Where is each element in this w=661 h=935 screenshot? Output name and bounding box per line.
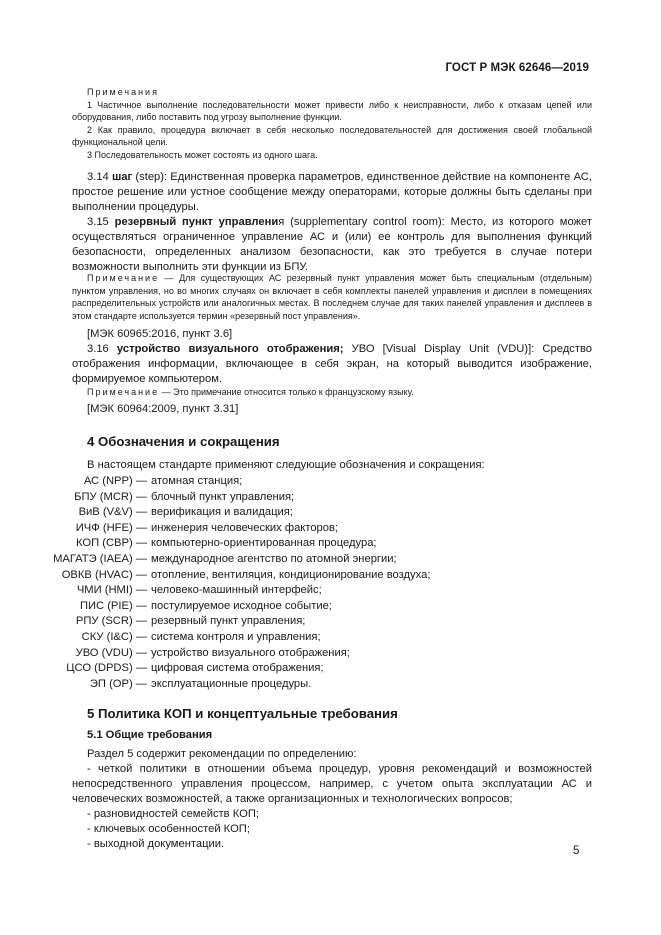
dash: — — [135, 615, 147, 628]
section-5-intro: Раздел 5 содержит рекомендации по определению: — [87, 748, 357, 760]
notes-block — [72, 86, 592, 161]
abbreviation-row — [0, 599, 660, 614]
abbreviation-desc: атомная станция; — [151, 475, 243, 487]
abbreviation-row — [0, 583, 660, 598]
abbreviation-desc: резервный пункт управления; — [151, 615, 306, 628]
definition-3-16 — [72, 342, 592, 387]
abbreviation-desc: компьютерно-ориентированная процедура; — [151, 537, 377, 550]
dash: — — [135, 475, 147, 487]
definition-text: (supplementary control room): Место, из которого может осуществляться ограниченное управление АС и (или) ее контроль для выполнения функций безопасности, определенных анализом безопасности, как это требуется в случае потери возможности выполнить эти функции из БПУ. — [72, 216, 592, 273]
dash: — — [135, 599, 147, 612]
abbreviation-row — [0, 661, 660, 676]
abbreviation-row — [0, 552, 660, 567]
definition-text: УВО [Visual Display Unit (VDU)]: Средство отображения информации, включающее в себя экран, на который выводится изображение, формируемое компьютером. — [72, 343, 592, 385]
definition-3-15 — [72, 215, 592, 275]
abbreviation-row — [0, 630, 660, 645]
abbreviation-desc: международное агентство по атомной энергии; — [151, 553, 397, 565]
abbreviation-list — [0, 474, 661, 694]
section-5-title: 5 Политика КОП и концептуальные требования — [87, 706, 398, 721]
list-item: - четкой политики в отношении объема процедур, уровня рекомендаций и возможностей непосредственного управления процессом, например, с учетом опыта эксплуатации АС и человеческих возможностей, а также организационных и технологических вопросов; — [72, 763, 592, 805]
abbreviation-term: ЭП (OP) — [89, 677, 133, 690]
definition-term-tail: я — [278, 216, 285, 228]
definition-term: резервный пункт управлени — [114, 216, 279, 228]
definition-number: 3.15 — [87, 216, 109, 228]
section-5-1-title: 5.1 Общие требования — [87, 729, 213, 741]
dash: — — [135, 537, 147, 550]
abbreviation-desc: система контроля и управления; — [151, 631, 321, 643]
abbreviation-row — [0, 568, 660, 583]
abbreviation-term: РПУ (SCR) — [75, 615, 133, 628]
abbreviation-desc: цифровая система отображения; — [151, 662, 324, 675]
list-item: - ключевых особенностей КОП; — [87, 823, 250, 835]
abbreviation-term: ПИС (PIE) — [79, 599, 133, 612]
abbreviation-row — [0, 474, 660, 489]
note-item: 1 Частичное выполнение последовательности может привести либо к неисправности, либо к отказам цепей или оборудования, либо поставить под угрозу выполнение функции. — [72, 99, 592, 122]
abbreviation-desc: человеко-машинный интерфейс; — [151, 584, 322, 597]
abbreviation-row — [0, 646, 660, 661]
abbreviation-row — [0, 536, 660, 551]
abbreviation-row — [0, 677, 660, 692]
abbreviation-term: ОВКВ (HVAC) — [61, 568, 133, 581]
abbreviation-term: ЦСО (DPDS) — [66, 662, 133, 675]
abbreviation-term: ВиВ (V&V) — [78, 506, 133, 519]
dash: — — [135, 584, 147, 597]
reference-3-16: [МЭК 60964:2009, пункт 3.31] — [87, 403, 239, 415]
abbreviation-desc: постулируемое исходное событие; — [151, 599, 332, 612]
dash: — — [135, 490, 147, 503]
note-text: — Для существующих АС резервный пункт управления может быть специальным (отдельным) пунктом управления, но во многих случаях он включает в себя комплекты панелей управления и дисплеи в помещениях распределительных устройств или аналогичных местах. В последнем случае для таких панелей управления и дисплеев в этом стандарте используется термин «резервный пост управления». — [72, 273, 592, 321]
note-label: Примечание — [87, 273, 160, 283]
dash: — — [135, 646, 147, 659]
abbreviation-row — [0, 521, 660, 536]
abbreviation-row — [0, 490, 660, 505]
dash: — — [135, 521, 147, 534]
abbreviation-desc: отопление, вентиляция, кондиционирование воздуха; — [151, 568, 431, 581]
definition-term: устройство визуального отображения; — [116, 343, 344, 355]
abbreviation-term: БПУ (MCR) — [74, 490, 133, 503]
abbreviation-desc: эксплуатационные процедуры. — [151, 677, 312, 690]
definition-number: 3.16 — [87, 343, 109, 355]
dash: — — [135, 553, 147, 565]
list-item: - разновидностей семейств КОП; — [87, 808, 259, 820]
abbreviation-term: АС (NPP) — [83, 475, 133, 487]
abbreviation-term: КОП (CBP) — [76, 537, 133, 550]
abbreviation-term: СКУ (I&C) — [81, 631, 133, 643]
definition-text: (step): Единственная проверка параметров, единственное действие на компоненте АС, простое решение или устное сообщение между операторами, которые должны быть сделаны при выполнении процедуры. — [72, 171, 592, 213]
abbreviation-desc: инженерия человеческих факторов; — [151, 521, 339, 534]
dash: — — [135, 677, 147, 690]
list-item: - выходной документации. — [87, 838, 225, 850]
abbreviation-desc: блочный пункт управления; — [151, 490, 295, 503]
abbreviation-term: ИЧФ (HFE) — [75, 521, 133, 534]
note-item: 2 Как правило, процедура включает в себя несколько последовательностей для достижения своей глобальной функциональной цели. — [72, 124, 592, 147]
section-4-intro: В настоящем стандарте применяют следующие обозначения и сокращения: — [87, 459, 485, 471]
dash: — — [135, 506, 147, 519]
reference-3-15: [МЭК 60965:2016, пункт 3.6] — [87, 328, 233, 340]
abbreviation-term: УВО (VDU) — [75, 646, 133, 659]
note-label: Примечание — [87, 387, 160, 397]
note-3-16 — [72, 386, 592, 399]
note-item: 3 Последовательность может состоять из одного шага. — [87, 149, 318, 160]
standard-id-header: ГОСТ Р МЭК 62646—2019 — [445, 62, 589, 74]
note-3-15 — [72, 272, 592, 322]
abbreviation-desc: верификация и валидация; — [151, 506, 293, 519]
section-5-bullets — [72, 762, 592, 852]
abbreviation-term: МАГАТЭ (IAEA) — [53, 553, 133, 565]
dash: — — [135, 568, 147, 581]
abbreviation-row — [0, 614, 660, 629]
dash: — — [135, 662, 147, 675]
abbreviation-desc: устройство визуального отображения; — [151, 646, 350, 659]
abbreviation-term: ЧМИ (HMI) — [76, 584, 133, 597]
section-4-title: 4 Обозначения и сокращения — [87, 434, 280, 449]
abbreviation-row — [0, 505, 660, 520]
definition-term: шаг — [111, 171, 133, 183]
page-number: 5 — [573, 845, 580, 857]
definition-number: 3.14 — [87, 171, 109, 183]
note-text: — Это примечание относится только к французскому языку. — [159, 387, 414, 397]
notes-title: Примечания — [87, 87, 159, 97]
dash: — — [135, 631, 147, 643]
definition-3-14 — [72, 170, 592, 215]
